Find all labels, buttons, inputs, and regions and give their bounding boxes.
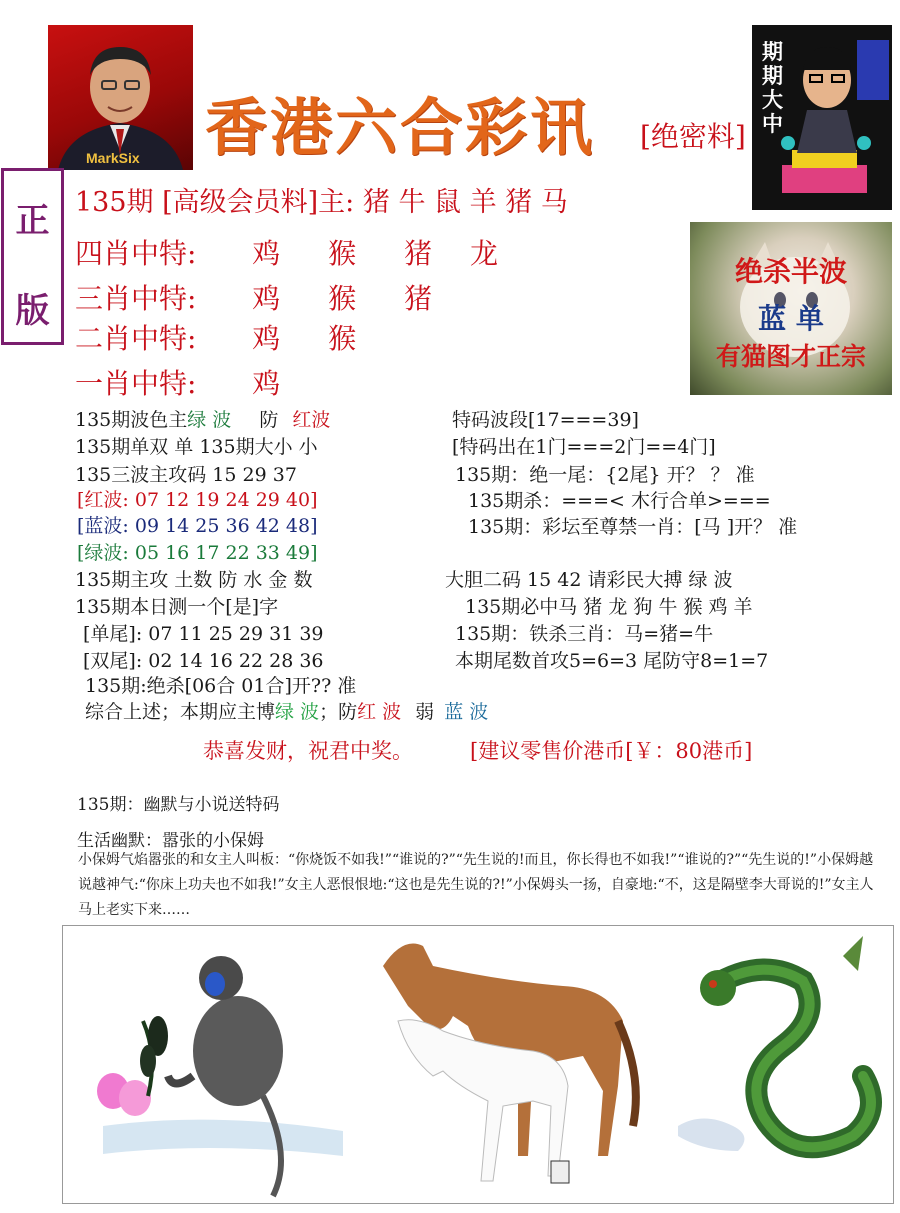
cartoon-image — [752, 25, 892, 210]
page-title: 香港六合彩讯 — [205, 91, 596, 164]
pick-label: 四肖中特: — [75, 237, 197, 270]
pick-animal: 鸡 — [252, 322, 281, 355]
pick-animal: 鸡 — [252, 237, 281, 270]
portrait-photo — [48, 25, 193, 170]
edition-badge — [1, 168, 64, 345]
title-suffix: [绝密料] — [640, 120, 746, 153]
must-win-line: 135期必中马 猪 龙 狗 牛 猴 鸡 羊 — [465, 596, 753, 618]
summary-prefix: 综合上述；本期应主博 — [85, 701, 276, 723]
pick-animal: 猪 — [404, 237, 433, 270]
horse-painting-icon — [383, 944, 636, 1184]
forbidden-line: 135期：彩坛至尊禁一肖：[马 ]开？ 准 — [468, 516, 798, 538]
story-title: 135期：幽默与小说送特码 — [77, 795, 280, 815]
kill-box-image — [690, 222, 892, 395]
wave-guard: 防 — [259, 409, 279, 431]
pick-animal: 猪 — [404, 282, 433, 315]
kill-line-2: 蓝 单 — [758, 302, 824, 335]
story-body: 小保姆气焰嚣张的和女主人叫板：“你烧饭不如我!”“谁说的?”“先生说的!而且，你长得也不如我!”“谁说的?”“先生说的!”小保姆越说越神气:“你床上功夫也不如我!”女主人恶恨恨地:“这也是先生说的?!”小保姆头一扬，自豪地:“不，这是隔壁李大哥说的!”女主人马上老实下来…… — [78, 852, 874, 918]
summary-green: 绿 波 — [275, 701, 320, 723]
tail-kill-line: 135期：绝一尾：{2尾} 开？ ？ 准 — [455, 464, 755, 486]
summary-weak: 弱 — [415, 701, 435, 723]
kill-line-3: 有猫图才正宗 — [715, 342, 866, 371]
daily-word-line: 135期本日测一个[是]字 — [75, 596, 279, 618]
pick-two — [75, 317, 380, 357]
main-attack-line: 135期主攻 土数 防 水 金 数 — [75, 569, 313, 591]
cartoon-text: 期期大中 — [762, 40, 783, 136]
three-wave-line: 135三波主攻码 15 29 37 — [75, 464, 297, 486]
absolute-kill-line: 135期:绝杀[06合 01合]开?? 准 — [85, 675, 357, 697]
pick-label: 二肖中特: — [75, 322, 197, 355]
door-line: [特码出在1门===2门==4门] — [452, 436, 716, 458]
blue-wave-line: [蓝波: 09 14 25 36 42 48] — [77, 515, 318, 537]
code-range-line: 特码波段[17===39] — [452, 409, 639, 431]
pick-label: 一肖中特: — [75, 367, 197, 400]
summary-blue: 蓝 波 — [444, 701, 489, 723]
pick-four — [75, 232, 522, 272]
dragon-painting-icon — [678, 936, 871, 1151]
double-tail-line: [双尾]: 02 14 16 22 28 36 — [83, 650, 324, 672]
pick-one — [75, 362, 304, 402]
summary-mid: ；防 — [319, 701, 358, 723]
story-subtitle: 生活幽默：嚣张的小保姆 — [77, 831, 264, 851]
zodiac-art — [63, 926, 893, 1203]
element-kill-line: 135期杀：===< 木行合单>=== — [468, 490, 771, 512]
wave-line — [75, 405, 330, 432]
wave-main: 绿 波 — [187, 409, 232, 431]
person-icon — [48, 25, 193, 170]
wave-guard-value: 红波 — [292, 409, 331, 431]
summary-red: 红 波 — [357, 701, 402, 723]
tail-attack-line: 本期尾数首攻5=6=3 尾防守8=1=7 — [455, 650, 769, 672]
pick-label: 三肖中特: — [75, 282, 197, 315]
monkey-painting-icon — [97, 956, 343, 1196]
pick-animal: 鸡 — [252, 282, 281, 315]
odd-even-line: 135期单双 单 135期大小 小 — [75, 436, 318, 458]
edition-char-2: 版 — [15, 291, 50, 331]
pick-three — [75, 277, 456, 317]
pick-animal: 猴 — [328, 322, 357, 355]
zodiac-painting — [62, 925, 894, 1204]
three-kill-line: 135期：铁杀三肖：马=猪=牛 — [455, 623, 714, 645]
single-tail-line: [单尾]: 07 11 25 29 31 39 — [83, 623, 324, 645]
portrait-logo: MarkSix — [86, 150, 140, 166]
wave-prefix: 135期波色主 — [75, 409, 188, 431]
pick-animal: 龙 — [469, 237, 498, 270]
green-wave-line: [绿波: 05 16 17 22 33 49] — [77, 542, 318, 564]
edition-char-1: 正 — [15, 201, 50, 241]
main-line: 135期 [高级会员料]主: 猪 牛 鼠 羊 猪 马 — [75, 187, 568, 218]
pick-animal: 猴 — [328, 237, 357, 270]
kill-line-1: 绝杀半波 — [734, 255, 847, 288]
pick-animal: 鸡 — [252, 367, 281, 400]
price-text: [建议零售价港币[￥：80港币] — [470, 739, 753, 763]
red-wave-line: [红波: 07 12 19 24 29 40] — [77, 489, 318, 511]
two-codes-line: 大胆二码 15 42 请彩民大搏 绿 波 — [445, 569, 733, 591]
pick-animal: 猴 — [328, 282, 357, 315]
cartoon-figure-icon — [752, 25, 892, 210]
summary-line — [85, 697, 488, 724]
congrats-text: 恭喜发财，祝君中奖。 — [203, 739, 413, 763]
